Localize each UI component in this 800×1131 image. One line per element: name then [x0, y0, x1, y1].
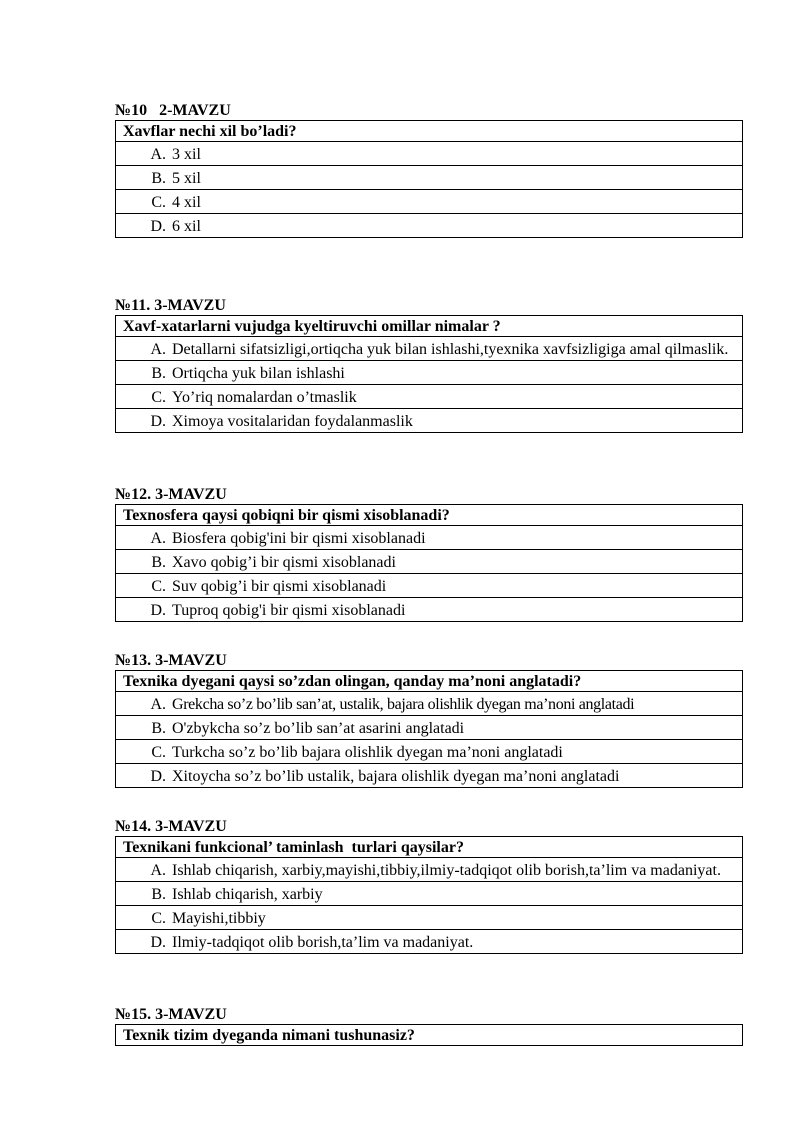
question-table	[115, 120, 743, 238]
question-row	[116, 121, 743, 142]
question-text: Xavf-xatarlarni vujudga kyeltiruvchi omillar nimalar ?	[116, 316, 743, 337]
option-letter: C.	[151, 578, 166, 595]
option-letter: A.	[150, 862, 166, 879]
option-row	[116, 764, 743, 788]
option-text: 3 xil	[172, 146, 201, 163]
question-heading: №15. 3-MAVZU	[115, 1006, 227, 1023]
option-letter: A.	[150, 341, 166, 358]
option-row	[116, 598, 743, 622]
option-row	[116, 409, 743, 433]
question-text: Xavflar nechi xil bo’ladi?	[116, 121, 743, 142]
option-letter: A.	[150, 696, 166, 713]
option-letter: C.	[151, 910, 166, 927]
option-letter: C.	[151, 389, 166, 406]
option-row	[116, 930, 743, 954]
question-text: Texnik tizim dyeganda nimani tushunasiz?	[116, 1025, 743, 1046]
option-text: Turkcha so’z bo’lib bajara olishlik dyegan ma’noni anglatadi	[172, 744, 563, 761]
option-text: Mayishi,tibbiy	[172, 910, 266, 927]
option-row	[116, 190, 743, 214]
option-row	[116, 906, 743, 930]
option-text: 6 xil	[172, 218, 201, 235]
option-letter: B.	[151, 554, 166, 571]
option-row	[116, 385, 743, 409]
option-letter: C.	[151, 744, 166, 761]
question-table	[115, 836, 743, 954]
option-text: Ishlab chiqarish, xarbiy,mayishi,tibbiy,ilmiy-tadqiqot olib borish,ta’lim va madaniyat.	[172, 862, 721, 879]
question-table	[115, 504, 743, 622]
question-table	[115, 1024, 743, 1046]
question-row	[116, 671, 743, 692]
option-text: Xitoycha so’z bo’lib ustalik, bajara olishlik dyegan ma’noni anglatadi	[172, 768, 620, 785]
option-row	[116, 361, 743, 385]
option-row	[116, 882, 743, 906]
question-block-11	[115, 297, 743, 433]
option-letter: B.	[151, 886, 166, 903]
option-text: Ximoya vositalaridan foydalanmaslik	[172, 413, 413, 430]
option-letter: D.	[150, 602, 166, 619]
option-text: Tuproq qobig'i bir qismi xisoblanadi	[172, 602, 406, 619]
option-text: 4 xil	[172, 194, 201, 211]
question-text: Texnosfera qaysi qobiqni bir qismi xisoblanadi?	[116, 505, 743, 526]
option-row	[116, 740, 743, 764]
option-row	[116, 526, 743, 550]
option-row	[116, 550, 743, 574]
option-text: Ortiqcha yuk bilan ishlashi	[172, 365, 345, 382]
option-text: Xavo qobig’i bir qismi xisoblanadi	[172, 554, 396, 571]
option-text: 5 xil	[172, 170, 201, 187]
question-row	[116, 1025, 743, 1046]
option-row	[116, 858, 743, 882]
question-row	[116, 316, 743, 337]
question-text: Texnika dyegani qaysi so’zdan olingan, qanday ma’noni anglatadi?	[116, 671, 743, 692]
option-row	[116, 716, 743, 740]
option-letter: D.	[150, 218, 166, 235]
question-block-15	[115, 1006, 743, 1046]
option-letter: B.	[151, 170, 166, 187]
option-letter: A.	[150, 530, 166, 547]
option-text: Grekcha so’z bo’lib san’at, ustalik, bajara olishlik dyegan ma’noni anglatadi	[172, 696, 635, 713]
option-letter: B.	[151, 365, 166, 382]
option-letter: B.	[151, 720, 166, 737]
question-heading: №13. 3-MAVZU	[115, 652, 227, 669]
question-row	[116, 505, 743, 526]
option-text: Suv qobig’i bir qismi xisoblanadi	[172, 578, 387, 595]
question-heading: №11. 3-MAVZU	[115, 297, 226, 314]
option-letter: A.	[150, 146, 166, 163]
option-text: Ishlab chiqarish, xarbiy	[172, 886, 323, 903]
option-row	[116, 142, 743, 166]
option-row	[116, 214, 743, 238]
option-text: Biosfera qobig'ini bir qismi xisoblanadi	[172, 530, 426, 547]
option-row	[116, 692, 743, 716]
question-block-12	[115, 486, 743, 622]
question-heading: №10 2-MAVZU	[115, 102, 231, 119]
option-text: Yo’riq nomalardan o’tmaslik	[172, 389, 357, 406]
question-table	[115, 315, 743, 433]
option-letter: D.	[150, 413, 166, 430]
question-block-13	[115, 652, 743, 788]
option-row	[116, 166, 743, 190]
question-row	[116, 837, 743, 858]
option-text: O'zbykcha so’z bo’lib san’at asarini anglatadi	[172, 720, 465, 737]
option-letter: D.	[150, 768, 166, 785]
option-row	[116, 337, 743, 361]
question-heading: №14. 3-MAVZU	[115, 818, 227, 835]
question-heading: №12. 3-MAVZU	[115, 486, 227, 503]
question-text: Texnikani funkcional’ taminlash turlari qaysilar?	[116, 837, 743, 858]
option-row	[116, 574, 743, 598]
option-text: Detallarni sifatsizligi,ortiqcha yuk bilan ishlashi,tyexnika xavfsizligiga amal qilmaslik.	[172, 341, 729, 358]
question-table	[115, 670, 743, 788]
option-text: Ilmiy-tadqiqot olib borish,ta’lim va madaniyat.	[172, 934, 474, 951]
option-letter: C.	[151, 194, 166, 211]
question-block-10	[115, 102, 743, 238]
question-block-14	[115, 818, 743, 954]
option-letter: D.	[150, 934, 166, 951]
